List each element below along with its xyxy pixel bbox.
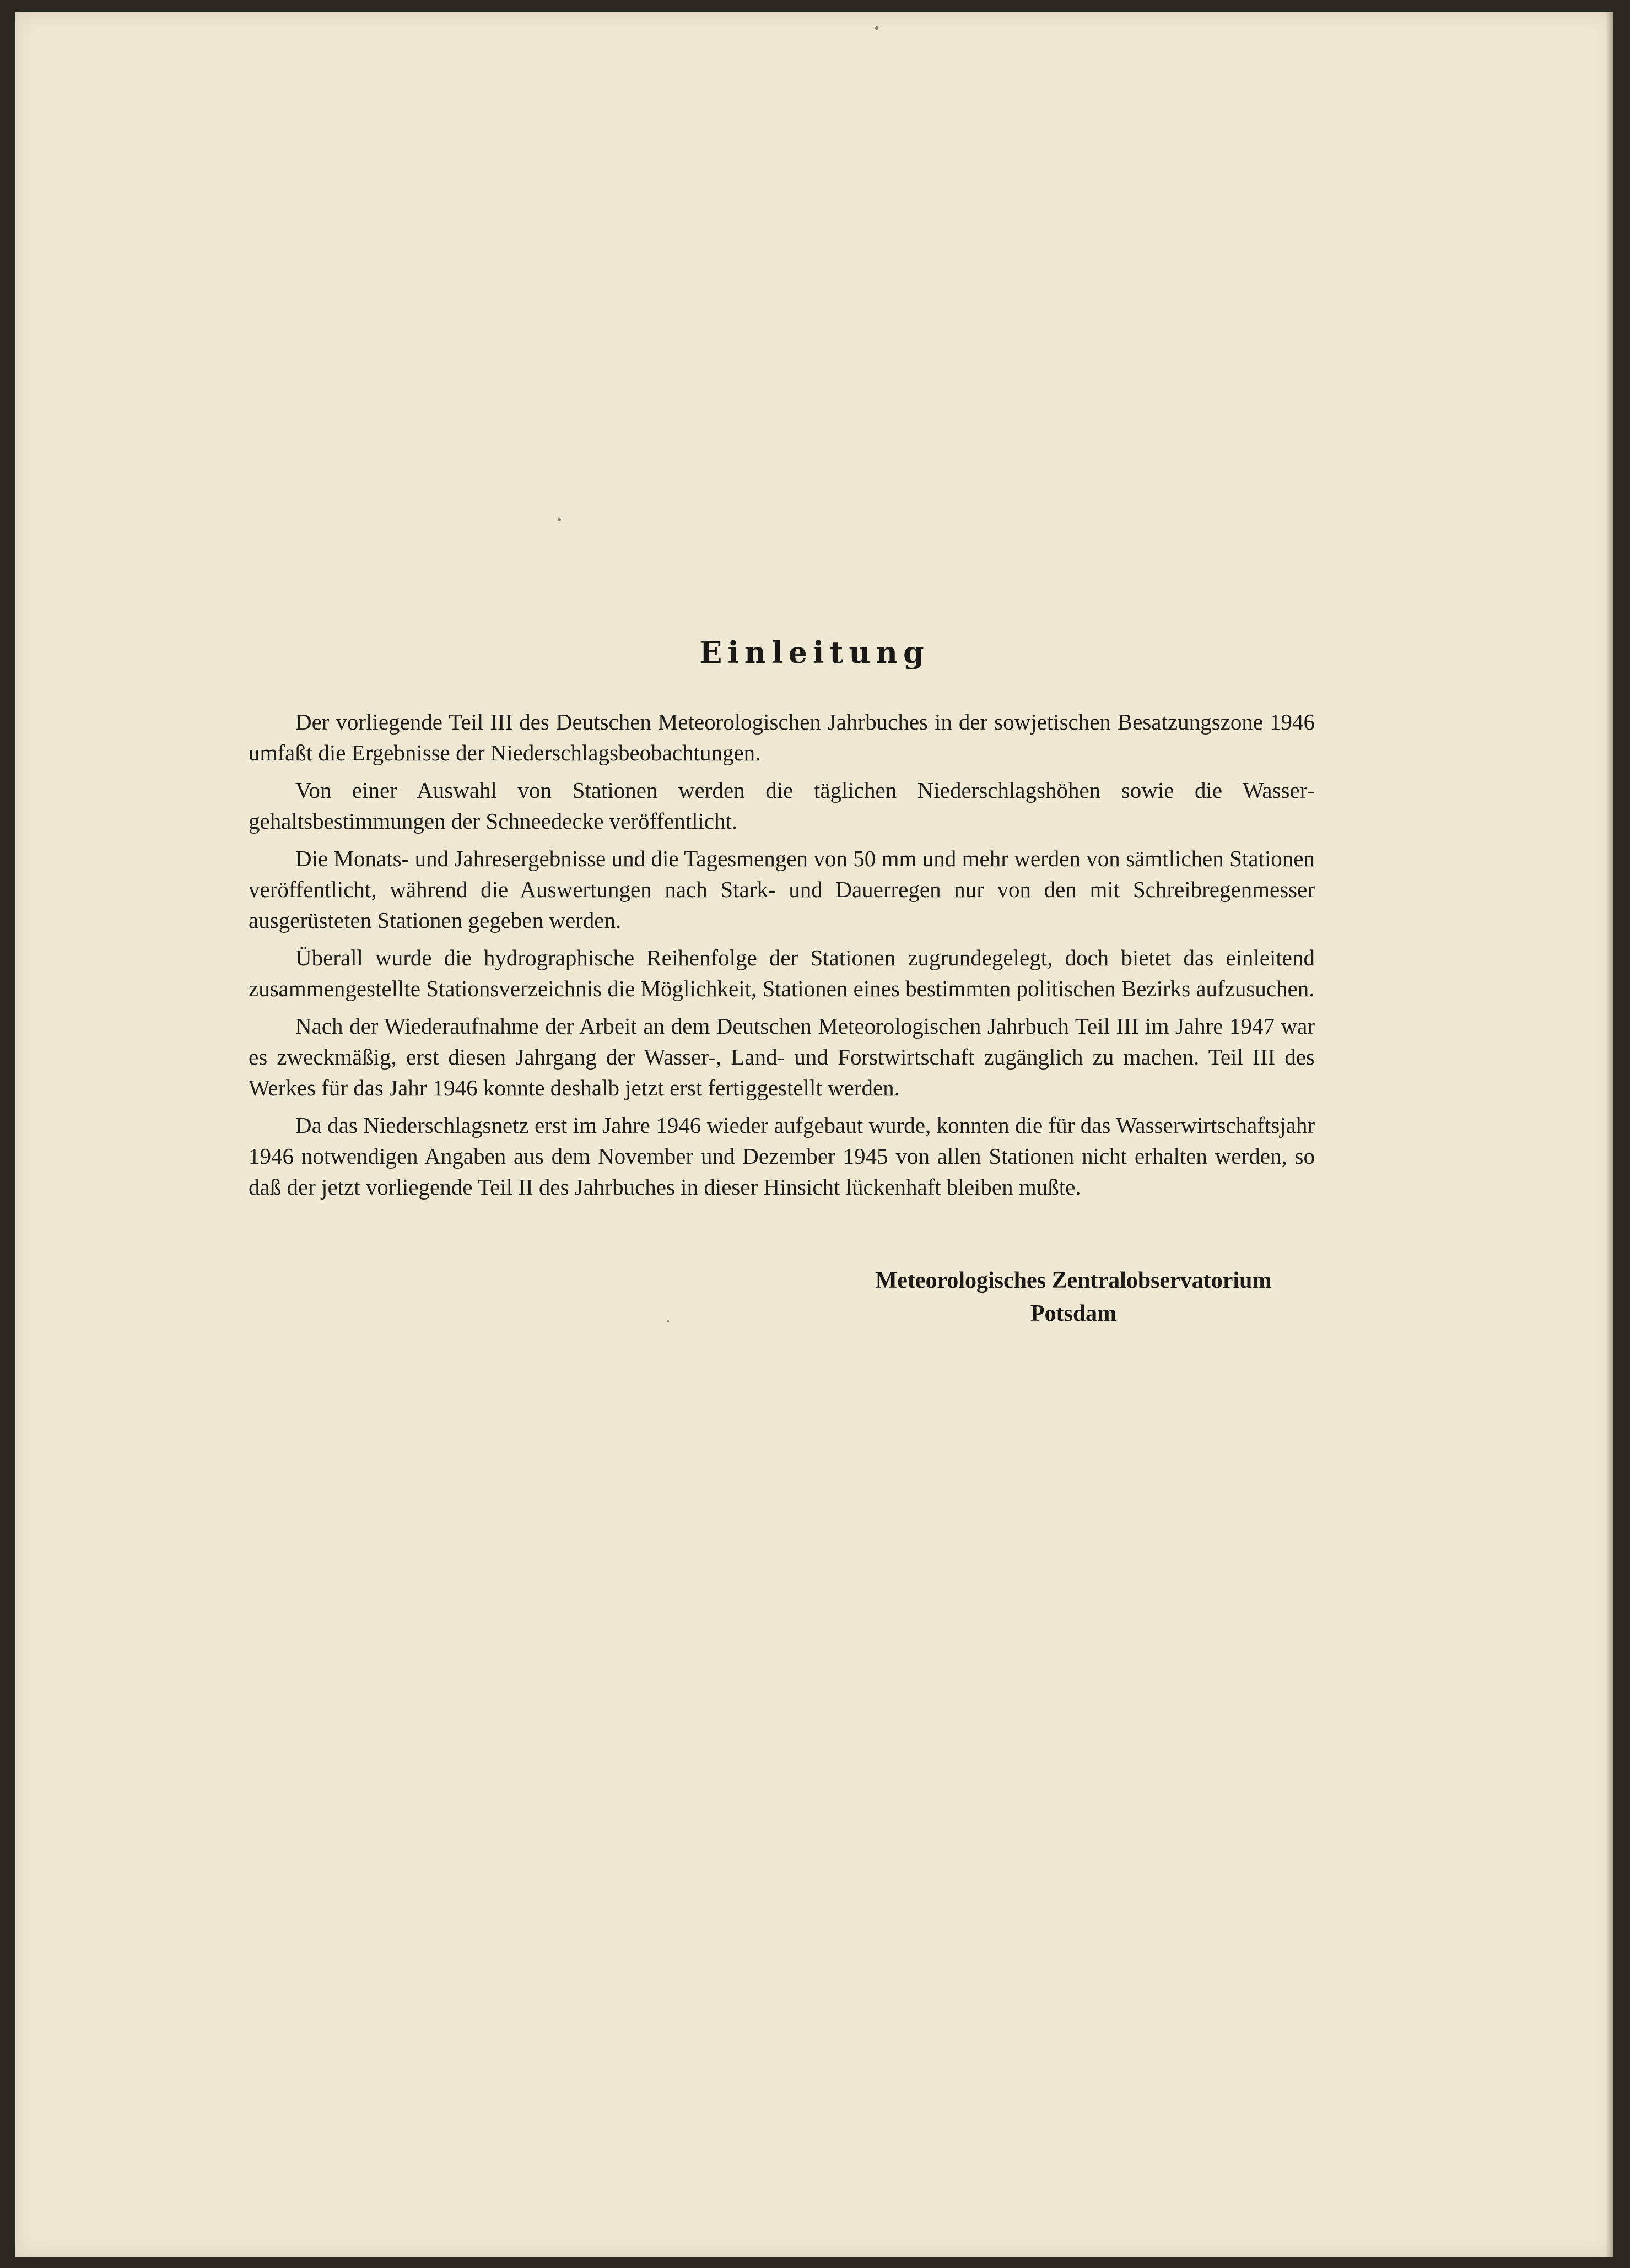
document-page	[15, 12, 1613, 2257]
signature-institution: Meteorologisches Zentralobservatorium	[875, 1268, 1272, 1293]
paragraph-1: Der vorliegende Teil III des Deutschen Meteorologischen Jahrbuches in der sowjetischen Besatzungszone 1946 umfaßt die Ergebnisse der Niederschlagsbeobachtungen.	[249, 709, 1315, 765]
paragraph-5: Nach der Wiederaufnahme der Arbeit an dem Deutschen Meteorologischen Jahrbuch Teil III im Jahre 1947 war es zweckmäßig, erst diesen Jahrgang der Wasser-, Land- und Forstwirtschaft zugänglich zu machen. Teil III des Werkes für das Jahr 1946 konnte deshalb jetzt erst fertiggestellt werden.	[249, 1013, 1315, 1100]
signature-place: Potsdam	[1030, 1301, 1117, 1326]
page-title: Einleitung	[699, 635, 930, 670]
introduction-body	[249, 706, 1315, 1209]
paper-speck	[875, 26, 878, 30]
paragraph-2: Von einer Auswahl von Stationen werden die täglichen Niederschlagshöhen sowie die Wassergehaltsbestimmungen der Schneedecke veröffentlicht.	[249, 777, 1315, 834]
paragraph-6: Da das Niederschlagsnetz erst im Jahre 1946 wieder aufgebaut wurde, konnten die für das Wasserwirtschaftsjahr 1946 notwendigen Angaben aus dem November und Dezember 1945 von allen Stationen nicht erhalten werden, so daß der jetzt vorliegende Teil II des Jahrbuches in dieser Hinsicht lückenhaft bleiben mußte.	[249, 1113, 1315, 1200]
paragraph-4: Überall wurde die hydrographische Reihenfolge der Stationen zugrundegelegt, doch bietet das einleitend zusammengestellte Stationsverzeichnis die Möglichkeit, Stationen eines bestimmten politischen Bezirks aufzusuchen.	[249, 945, 1315, 1001]
paragraph-3: Die Monats- und Jahresergebnisse und die Tagesmengen von 50 mm und mehr werden von sämtlichen Stationen veröffentlicht, während die Auswertungen nach Stark- und Dauerregen nur von den mit Schreibregenmesser ausgerüsteten Stationen gegeben werden.	[249, 846, 1315, 933]
paper-speck	[558, 518, 561, 521]
signature-block	[825, 1264, 1321, 1330]
paper-speck	[667, 1320, 669, 1322]
